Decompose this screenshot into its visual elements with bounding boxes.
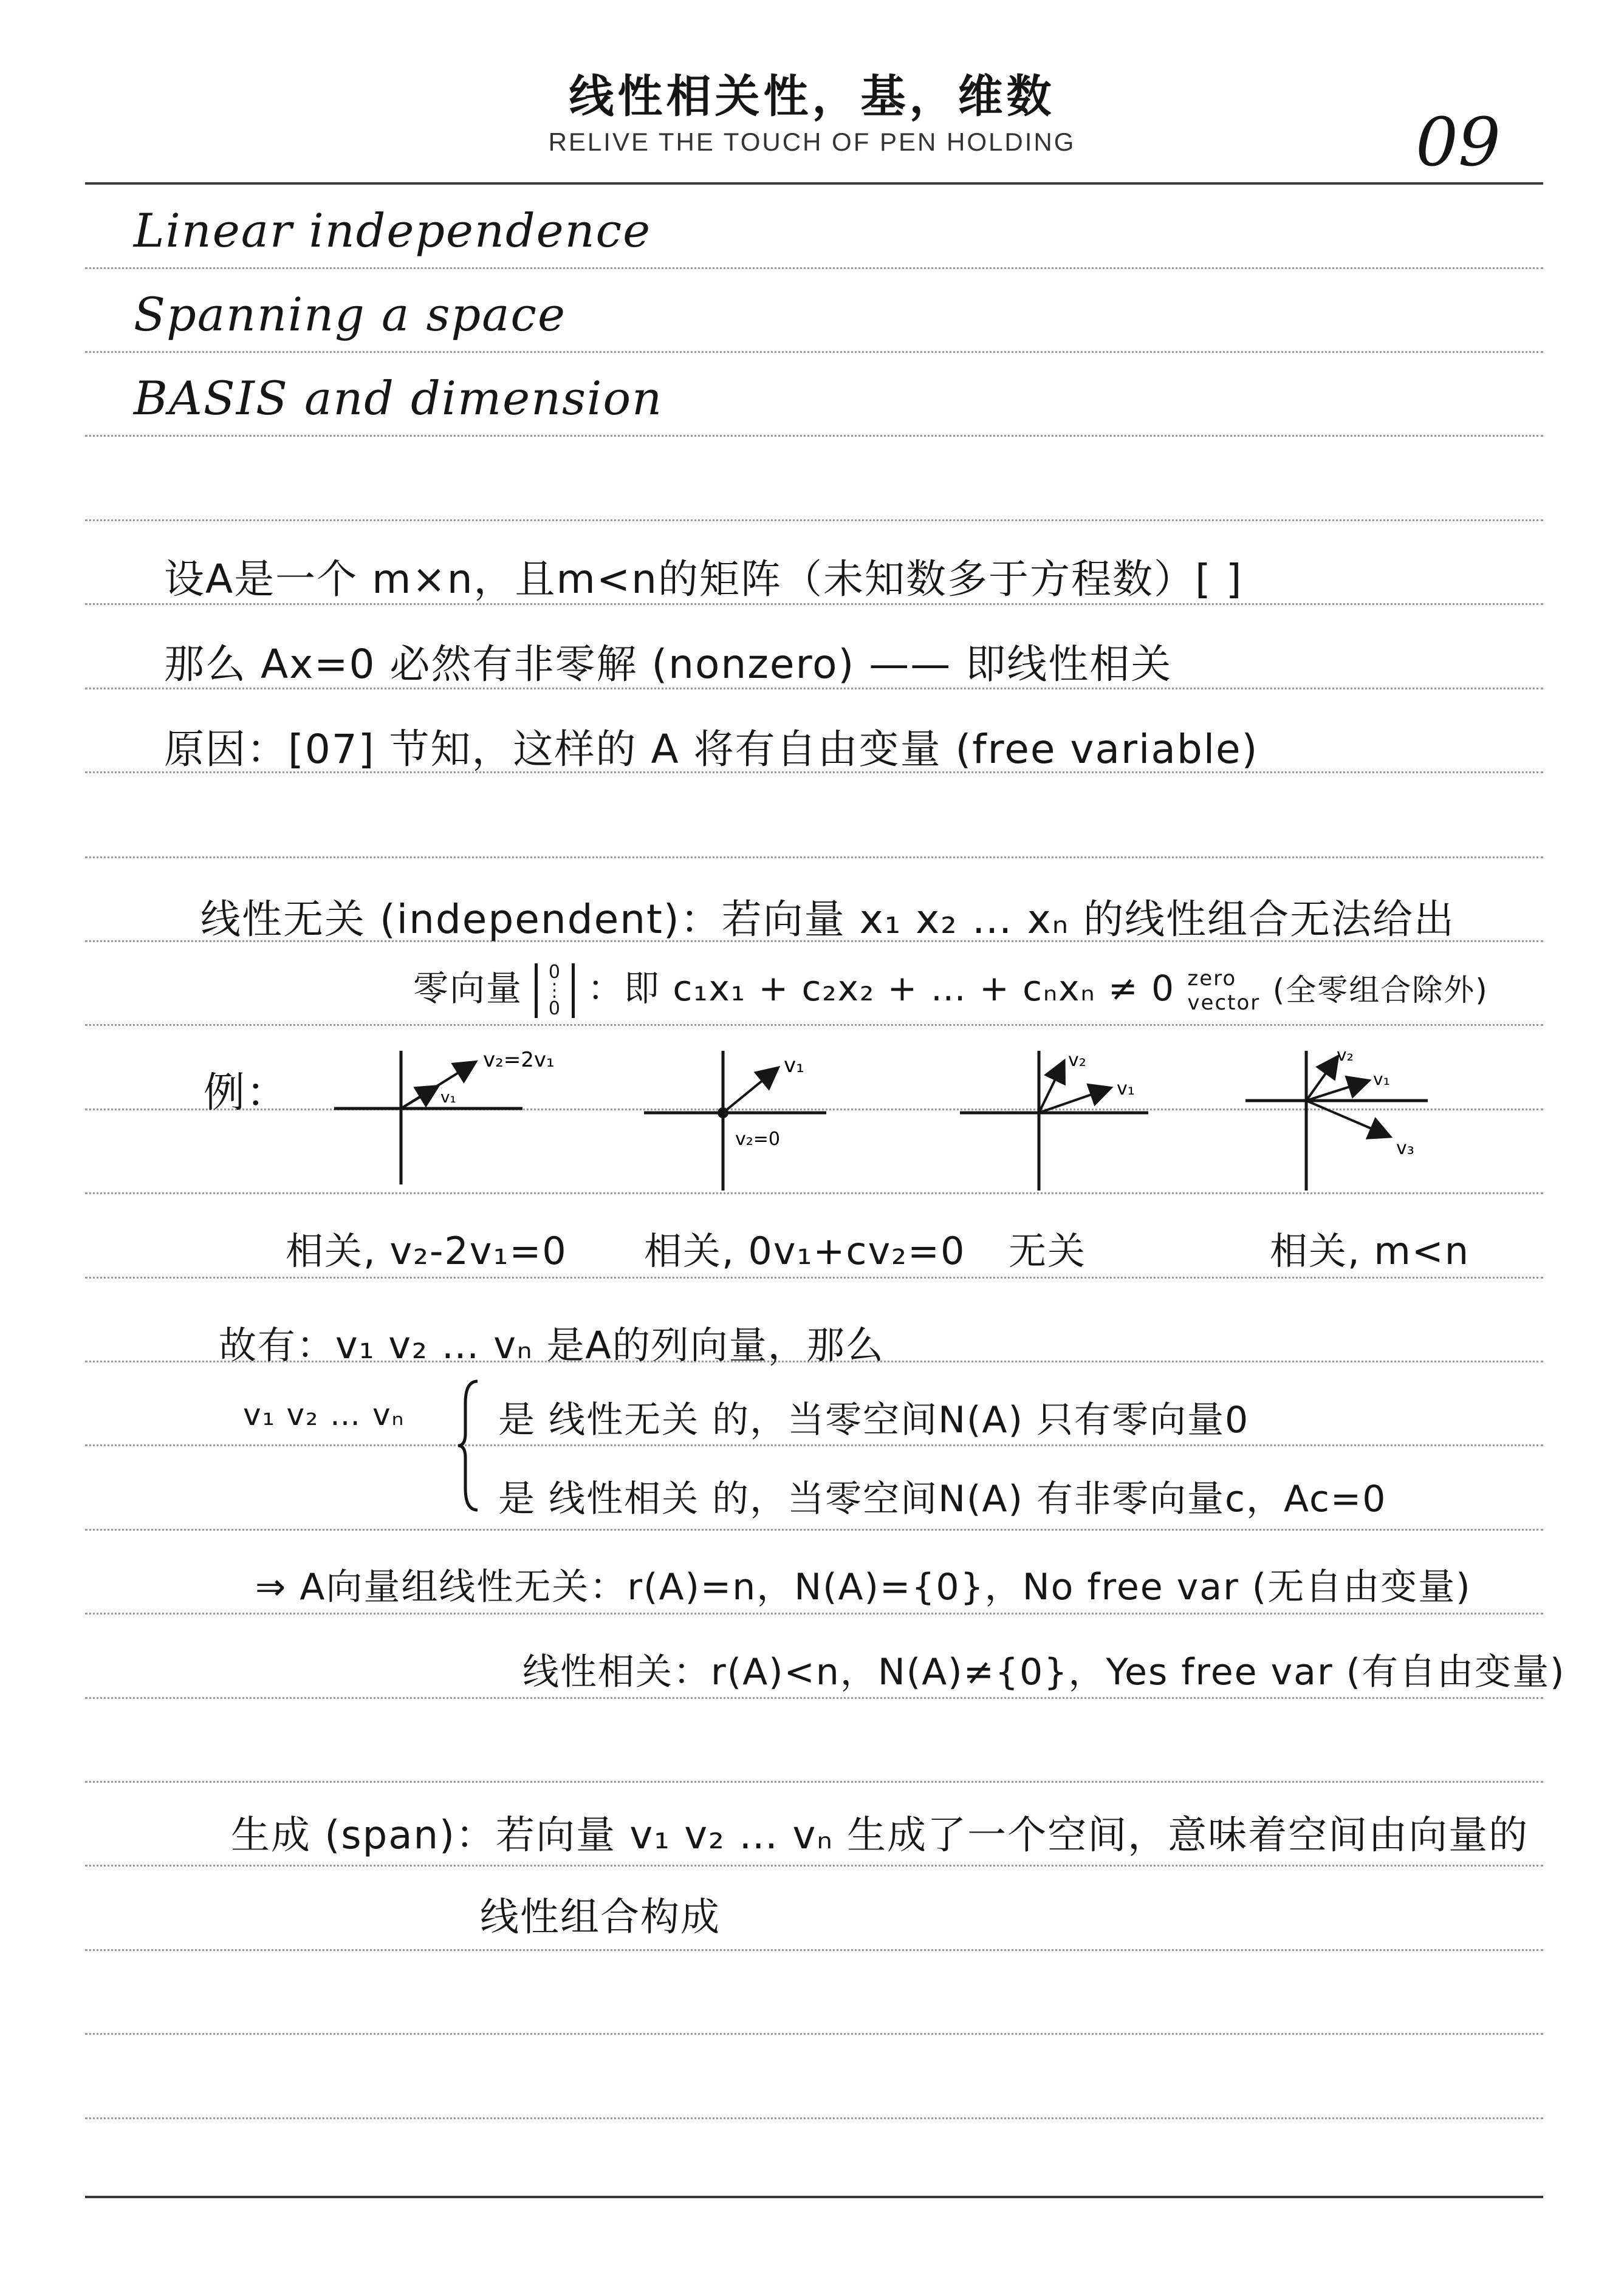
diagram-independent: [960, 1045, 1154, 1191]
zero-note-word: vector: [1187, 990, 1261, 1015]
ruled-line: [85, 1865, 1543, 1867]
example-label: 例：: [204, 1069, 289, 1117]
label-v1: v₁: [784, 1053, 804, 1078]
zero-vector-entry: ⋮: [545, 979, 565, 1001]
span-definition-cont: 线性组合构成: [480, 1895, 721, 1940]
topic-basis-dimension: BASIS and dimension: [134, 371, 663, 425]
label-v2-zero: v₂=0: [735, 1129, 781, 1150]
label-v2: v₂: [1337, 1045, 1354, 1065]
ruled-line: [85, 1192, 1543, 1194]
label-v1: v₁: [1117, 1078, 1135, 1099]
zero-vector-entry: 0: [548, 997, 561, 1019]
vector-v1: [401, 1087, 436, 1109]
intro-line-1: 设A是一个 m×n，且m<n的矩阵（未知数多于方程数）[ ]: [164, 556, 1243, 603]
diagram-dependent-zero: [644, 1045, 826, 1191]
diagram-dependent-m-less-n: [1245, 1045, 1452, 1191]
implication-independent: ⇒ A向量组线性无关：r(A)=n，N(A)={0}，No free var (无自由变量): [255, 1566, 1472, 1608]
ruled-line: [85, 1444, 1543, 1446]
caption-dependent-zero: 相关, 0v₁+cv₂=0: [644, 1229, 966, 1273]
ruled-line: [85, 1949, 1543, 1951]
intro-line-3: 原因：[07] 节知，这样的 A 将有自由变量 (free variable): [164, 726, 1259, 773]
case-independent: 是 线性无关 的，当零空间N(A) 只有零向量0: [498, 1399, 1250, 1441]
ruled-line: [85, 519, 1543, 521]
ruled-line: [85, 1277, 1543, 1279]
ruled-line: [85, 1529, 1543, 1531]
case-dependent: 是 线性相关 的，当零空间N(A) 有非零向量c，Ac=0: [498, 1478, 1387, 1520]
zero-vector-condition: [413, 960, 1489, 1018]
topic-linear-independence: Linear independence: [134, 203, 652, 258]
ruled-line: [85, 2117, 1543, 2119]
label-v2: v₂=2v₁: [483, 1048, 555, 1072]
label-v2: v₂: [1068, 1050, 1086, 1071]
label-v3: v₃: [1396, 1138, 1414, 1159]
all-zero-exception: (全零组合除外): [1272, 972, 1489, 1008]
caption-dependent-m-less-n: 相关, m<n: [1270, 1229, 1470, 1273]
zero-vector-entry: 0: [548, 961, 561, 983]
independence-definition: 线性无关 (independent)：若向量 x₁ x₂ … xₙ 的线性组合无法给出: [200, 896, 1455, 943]
ruled-line: [85, 1781, 1543, 1783]
footer-rule: [85, 2196, 1543, 2198]
intro-line-2: 那么 Ax=0 必然有非零解 (nonzero) —— 即线性相关: [164, 641, 1173, 688]
case-brace: [457, 1379, 481, 1512]
zero-note-word: zero: [1187, 966, 1237, 991]
ruled-line: [85, 435, 1543, 437]
implication-dependent: 线性相关：r(A)<n，N(A)≠{0}，Yes free var (有自由变量): [522, 1651, 1566, 1693]
ruled-line: [85, 856, 1543, 858]
zero-vector-note: [1187, 966, 1260, 1015]
ruled-line: [85, 1697, 1543, 1699]
ruled-line: [85, 2033, 1543, 2035]
label-v1: v₁: [440, 1088, 456, 1107]
topic-spanning: Spanning a space: [134, 287, 566, 341]
zero-vector-matrix: [535, 963, 575, 1018]
page-title: 线性相关性，基，维数: [569, 70, 1055, 123]
ruled-line: [85, 267, 1543, 269]
zero-vector-dot: [718, 1107, 728, 1118]
header-rule: [85, 182, 1543, 185]
ruled-line: [85, 1613, 1543, 1614]
vector-v2: [1306, 1058, 1337, 1101]
column-vectors: v₁ v₂ … vₙ: [243, 1397, 405, 1432]
caption-dependent-multiple: 相关, v₂-2v₁=0: [286, 1229, 567, 1273]
diagram-dependent-multiple: [334, 1045, 555, 1191]
span-definition: 生成 (span)：若向量 v₁ v₂ … vₙ 生成了一个空间，意味着空间由向量的: [231, 1813, 1529, 1858]
ruled-line: [85, 1024, 1543, 1026]
page-number: 09: [1416, 103, 1501, 181]
linear-combination-condition: ：即 c₁x₁ + c₂x₂ + … + cₙxₙ ≠ 0: [587, 968, 1175, 1009]
conclusion-intro: 故有：v₁ v₂ … vₙ 是A的列向量，那么: [219, 1323, 885, 1367]
header-tagline: RELIVE THE TOUCH OF PEN HOLDING: [548, 128, 1076, 156]
vector-v1: [723, 1069, 776, 1113]
label-v1: v₁: [1373, 1069, 1390, 1089]
vector-v1: [1306, 1081, 1367, 1101]
caption-independent: 无关: [1009, 1229, 1087, 1273]
ruled-line: [85, 351, 1543, 353]
vector-v3: [1306, 1101, 1388, 1136]
zero-vector-label: 零向量: [413, 968, 523, 1009]
